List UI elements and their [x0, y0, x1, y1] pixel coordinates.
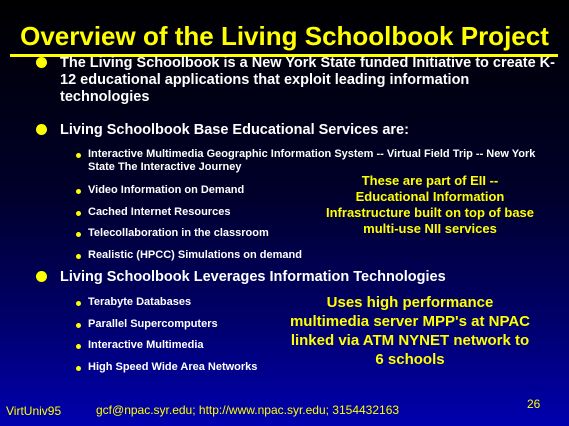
service-item — [76, 206, 326, 219]
service-text: Cached Internet Resources — [88, 206, 231, 218]
technology-text: Interactive Multimedia — [88, 339, 204, 351]
service-text: Telecollaboration in the classroom — [88, 227, 269, 239]
bullet-dot-icon — [36, 271, 47, 282]
technology-text: High Speed Wide Area Networks — [88, 361, 258, 373]
bullet-dot-icon — [36, 57, 47, 68]
service-item — [76, 227, 326, 240]
technology-item — [76, 339, 276, 352]
sub-bullet-dot-icon — [76, 344, 81, 349]
bullet-initiative — [36, 55, 556, 106]
technology-item — [76, 361, 286, 374]
sub-bullet-dot-icon — [76, 189, 81, 194]
service-text: Interactive Multimedia Geographic Information System -- Virtual Field Trip -- New York State The Interactive Journey — [88, 148, 536, 173]
technology-item — [76, 318, 276, 331]
service-text: Video Information on Demand — [88, 184, 245, 196]
sub-bullet-dot-icon — [76, 232, 81, 237]
technology-item — [76, 296, 276, 309]
eii-note: These are part of EII -- Educational Information Infrastructure built on top of base multi-use NII services — [326, 173, 535, 236]
service-item — [76, 184, 326, 197]
service-text: Realistic (HPCC) Simulations on demand — [88, 249, 302, 261]
bullet-technologies — [36, 269, 556, 286]
npac-note: Uses high performance multimedia server MPP's at NPAC linked via ATM NYNET network to 6 schools — [289, 294, 531, 368]
technology-text: Parallel Supercomputers — [88, 318, 218, 330]
sub-bullet-dot-icon — [76, 323, 81, 328]
sub-bullet-dot-icon — [76, 211, 81, 216]
service-item — [76, 148, 542, 174]
sub-bullet-dot-icon — [76, 153, 81, 158]
footer-contact: gcf@npac.syr.edu; http://www.npac.syr.edu; 3154432163 — [96, 403, 400, 417]
footer-course: VirtUniv95 — [6, 404, 62, 418]
sub-bullet-dot-icon — [76, 366, 81, 371]
service-item — [76, 249, 376, 262]
bullet-text: Living Schoolbook Base Educational Services are: — [60, 122, 409, 138]
bullet-dot-icon — [36, 124, 47, 135]
sub-bullet-dot-icon — [76, 254, 81, 259]
bullet-text: The Living Schoolbook is a New York State funded Initiative to create K-12 educational applications that exploit leading information technologies — [60, 55, 555, 105]
page-number: 26 — [527, 397, 541, 411]
sub-bullet-dot-icon — [76, 301, 81, 306]
bullet-text: Living Schoolbook Leverages Information Technologies — [60, 269, 446, 285]
slide-title: Overview of the Living Schoolbook Project — [20, 21, 549, 51]
bullet-services — [36, 122, 556, 139]
technology-text: Terabyte Databases — [88, 296, 192, 308]
